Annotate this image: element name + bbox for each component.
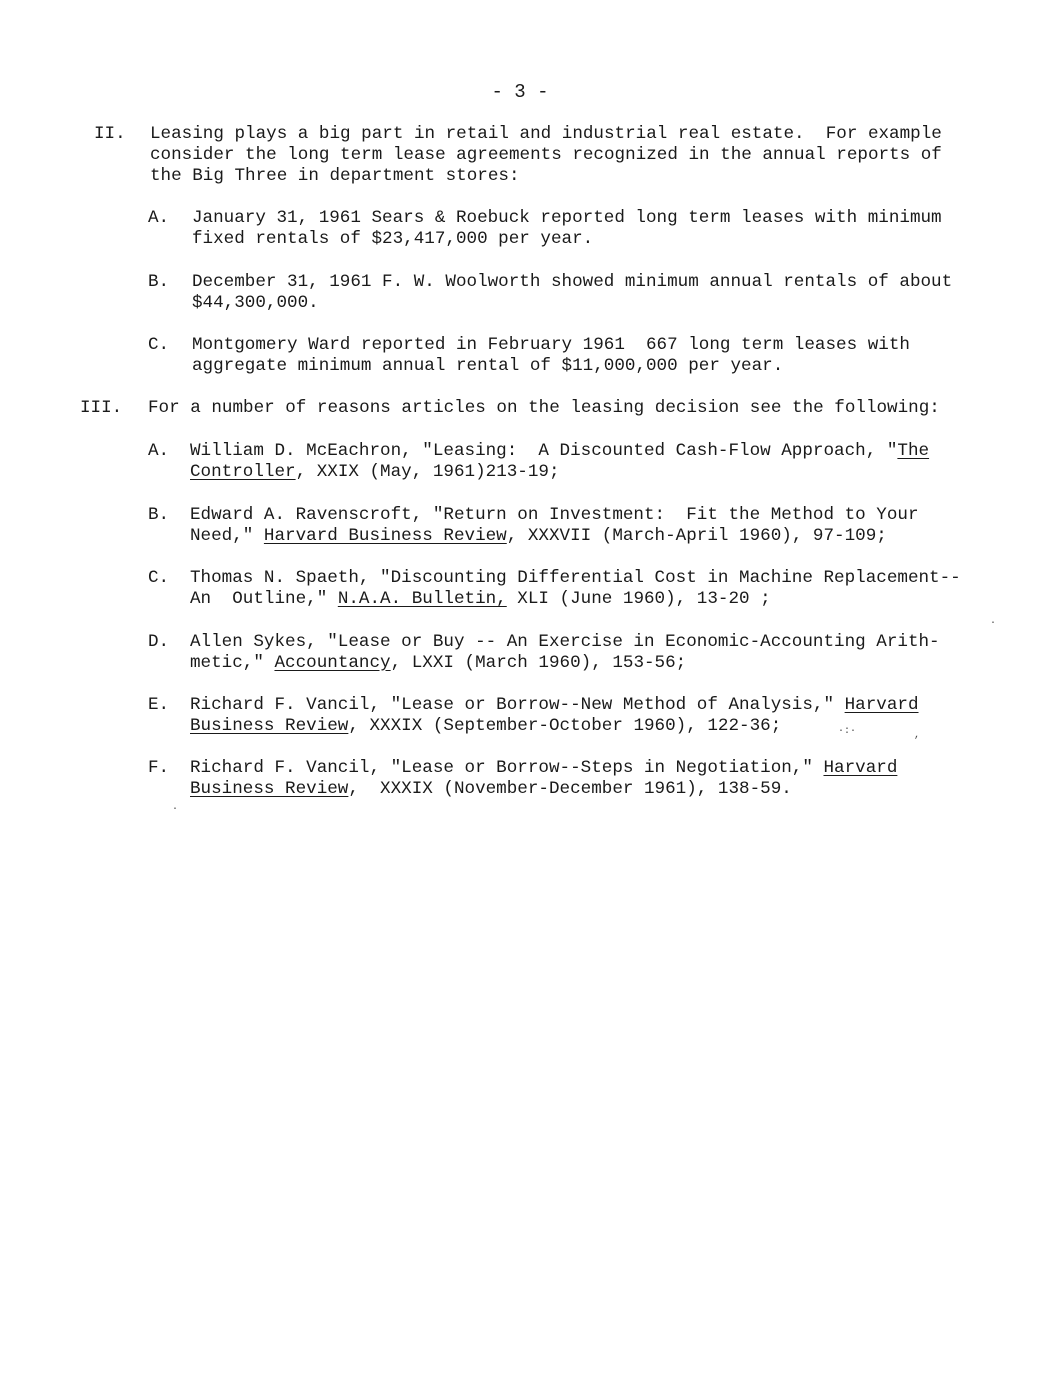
section-iii-item-d-line-2 bbox=[190, 653, 686, 674]
citation-text: , XXIX (May, 1961)213-19; bbox=[295, 462, 560, 482]
section-iii-numeral: III. bbox=[80, 398, 123, 418]
section-ii-item-b-line-2: $44,300,000. bbox=[192, 293, 319, 313]
section-ii-intro-line-2: consider the long term lease agreements recognized in the annual reports of bbox=[150, 145, 942, 165]
stray-ink-mark: , bbox=[914, 730, 921, 741]
section-ii-item-a-line-2: fixed rentals of $23,417,000 per year. bbox=[192, 229, 594, 249]
stray-ink-mark: . bbox=[990, 616, 997, 627]
section-iii-item-e-line-1 bbox=[190, 695, 919, 716]
citation-text: , XXXIX (November-December 1961), 138-59. bbox=[348, 779, 792, 799]
section-ii-item-b-line-1: December 31, 1961 F. W. Woolworth showed minimum annual rentals of about bbox=[192, 272, 953, 292]
section-iii-intro: For a number of reasons articles on the leasing decision see the following: bbox=[148, 398, 940, 418]
citation-text: , LXXI (March 1960), 153-56; bbox=[390, 653, 687, 673]
section-iii-item-a-letter: A. bbox=[148, 441, 170, 461]
citation-text: Richard F. Vancil, "Lease or Borrow--New Method of Analysis," bbox=[190, 695, 845, 715]
section-ii-item-c-letter: C. bbox=[148, 335, 170, 355]
stray-ink-mark: ·:· bbox=[838, 726, 857, 737]
journal-title: The bbox=[897, 441, 930, 461]
section-ii-numeral: II. bbox=[94, 124, 126, 144]
citation-text: Richard F. Vancil, "Lease or Borrow--Steps in Negotiation," bbox=[190, 758, 824, 778]
citation-text: , XXXVII (March-April 1960), 97-109; bbox=[506, 526, 887, 546]
stray-ink-mark: . bbox=[172, 802, 179, 813]
journal-title: N.A.A. Bulletin, bbox=[337, 589, 507, 609]
journal-title: Accountancy bbox=[274, 653, 391, 673]
section-iii-item-a-line-2 bbox=[190, 462, 560, 483]
journal-title: Business Review bbox=[190, 716, 349, 736]
section-iii-item-e-line-2 bbox=[190, 716, 781, 737]
section-iii-item-c-line-1: Thomas N. Spaeth, "Discounting Differential Cost in Machine Replacement-- bbox=[190, 568, 961, 588]
section-iii-item-e-letter: E. bbox=[148, 695, 170, 715]
citation-text: , XXXIX (September-October 1960), 122-36; bbox=[348, 716, 782, 736]
section-iii-item-b-letter: B. bbox=[148, 505, 170, 525]
section-iii-item-d-letter: D. bbox=[148, 632, 170, 652]
citation-text: William D. McEachron, "Leasing: A Discounted Cash-Flow Approach, " bbox=[190, 441, 898, 461]
section-iii-item-c-line-2 bbox=[190, 589, 771, 610]
journal-title: Harvard bbox=[844, 695, 919, 715]
section-iii-item-f-letter: F. bbox=[148, 758, 170, 778]
citation-text: An Outline," bbox=[190, 589, 338, 609]
section-ii-item-c-line-2: aggregate minimum annual rental of $11,000,000 per year. bbox=[192, 356, 784, 376]
section-iii-item-f-line-1 bbox=[190, 758, 897, 779]
section-ii-item-a-line-1: January 31, 1961 Sears & Roebuck reported long term leases with minimum bbox=[192, 208, 942, 228]
section-iii-item-b-line-1: Edward A. Ravenscroft, "Return on Investment: Fit the Method to Your bbox=[190, 505, 919, 525]
section-ii-item-a-letter: A. bbox=[148, 208, 170, 228]
section-iii-item-f-line-2 bbox=[190, 779, 792, 800]
page-number: - 3 - bbox=[491, 81, 549, 103]
section-iii-item-a-line-1 bbox=[190, 441, 929, 462]
journal-title: Harvard Business Review bbox=[263, 526, 507, 546]
section-ii-item-c-line-1: Montgomery Ward reported in February 1961 667 long term leases with bbox=[192, 335, 910, 355]
citation-text: XLI (June 1960), 13-20 ; bbox=[506, 589, 771, 609]
journal-title: Harvard bbox=[823, 758, 898, 778]
section-ii-item-b-letter: B. bbox=[148, 272, 170, 292]
section-iii-item-c-letter: C. bbox=[148, 568, 170, 588]
journal-title: Business Review bbox=[190, 779, 349, 799]
section-ii-intro-line-1: Leasing plays a big part in retail and industrial real estate. For example bbox=[150, 124, 942, 144]
section-ii-intro-line-3: the Big Three in department stores: bbox=[150, 166, 520, 186]
citation-text: metic," bbox=[190, 653, 275, 673]
journal-title: Controller bbox=[190, 462, 296, 482]
section-iii-item-b-line-2 bbox=[190, 526, 887, 547]
citation-text: Need," bbox=[190, 526, 264, 546]
section-iii-item-d-line-1: Allen Sykes, "Lease or Buy -- An Exercise in Economic-Accounting Arith- bbox=[190, 632, 940, 652]
